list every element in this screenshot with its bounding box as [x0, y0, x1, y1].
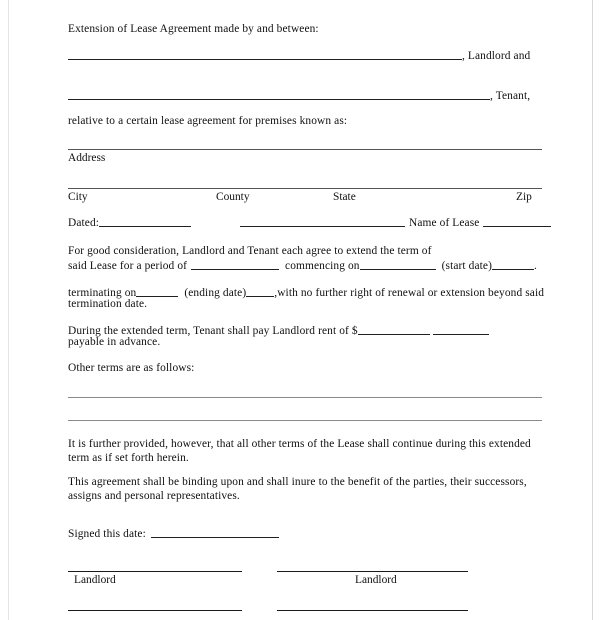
- ending-date-blank-1[interactable]: [136, 285, 178, 297]
- lease-name-blank-right[interactable]: [483, 215, 551, 227]
- city-county-state-zip-rule[interactable]: [68, 188, 542, 189]
- landlord-name-blank[interactable]: [68, 48, 462, 60]
- signature-line-landlord-right[interactable]: [277, 571, 468, 572]
- signed-this-date-label: Signed this date:: [68, 528, 146, 540]
- consideration-period-punct: .: [534, 260, 537, 272]
- rent-period-blank[interactable]: [433, 323, 489, 335]
- ending-date-label: (ending date): [184, 287, 247, 299]
- landlord-suffix-label: , Landlord and: [462, 50, 531, 62]
- rent-label: During the extended term, Tenant shall pay Landlord rent of $: [68, 325, 358, 337]
- terminating-line-2: termination date.: [68, 298, 148, 310]
- tenant-name-blank[interactable]: [68, 88, 490, 100]
- dated-blank[interactable]: [99, 215, 191, 227]
- rent-line-2: payable in advance.: [68, 336, 161, 348]
- commencing-on-label: commencing on: [285, 260, 360, 272]
- intro-line: Extension of Lease Agreement made by and between:: [68, 23, 319, 35]
- name-of-lease-label: Name of Lease: [409, 217, 480, 229]
- rent-amount-blank[interactable]: [358, 323, 430, 335]
- further-provided-paragraph: It is further provided, however, that all other terms of the Lease shall continue during this extended term as if set forth herein.: [68, 438, 531, 464]
- start-date-blank[interactable]: [492, 258, 534, 270]
- signature-line-tenant-right[interactable]: [277, 610, 468, 611]
- address-label: Address: [68, 152, 106, 164]
- other-terms-label: Other terms are as follows:: [68, 362, 195, 374]
- zip-label: Zip: [516, 191, 532, 203]
- dated-row: [68, 215, 551, 231]
- signature-label-landlord-left: Landlord: [74, 574, 116, 586]
- terminating-on-label: terminating on: [68, 287, 137, 299]
- period-of-label: said Lease for a period of: [68, 260, 188, 272]
- state-label: State: [333, 191, 356, 203]
- signed-date-blank[interactable]: [151, 526, 279, 538]
- consideration-line-1: For good consideration, Landlord and Tenant each agree to extend the term of: [68, 245, 432, 257]
- page-border-left: [8, 0, 9, 620]
- signature-label-landlord-right: Landlord: [355, 574, 397, 586]
- terminating-rest-label: ,with no further right of renewal or extension beyond said: [274, 287, 545, 299]
- landlord-party-line: [68, 48, 530, 64]
- lease-name-blank-left[interactable]: [240, 215, 405, 227]
- dated-label: Dated:: [68, 217, 100, 229]
- city-label: City: [68, 191, 88, 203]
- ending-date-blank-2[interactable]: [246, 285, 274, 297]
- tenant-party-line: [68, 88, 530, 104]
- start-date-label: (start date): [441, 260, 492, 272]
- other-terms-rule-1[interactable]: [68, 397, 542, 398]
- page-border-right: [592, 0, 593, 620]
- relative-to-line: relative to a certain lease agreement for premises known as:: [68, 115, 348, 127]
- binding-paragraph: This agreement shall be binding upon and shall inure to the benefit of the parties, their successors, assigns and personal representatives.: [68, 476, 527, 502]
- commencing-date-blank[interactable]: [360, 258, 436, 270]
- period-blank[interactable]: [191, 258, 279, 270]
- signature-line-landlord-left[interactable]: [68, 571, 242, 572]
- signed-this-date-row: [68, 526, 279, 542]
- tenant-suffix-label: , Tenant,: [490, 90, 531, 102]
- consideration-line-2: [68, 258, 537, 274]
- address-rule[interactable]: [68, 149, 542, 150]
- signature-line-tenant-left[interactable]: [68, 610, 242, 611]
- county-label: County: [216, 191, 250, 203]
- other-terms-rule-2[interactable]: [68, 420, 542, 421]
